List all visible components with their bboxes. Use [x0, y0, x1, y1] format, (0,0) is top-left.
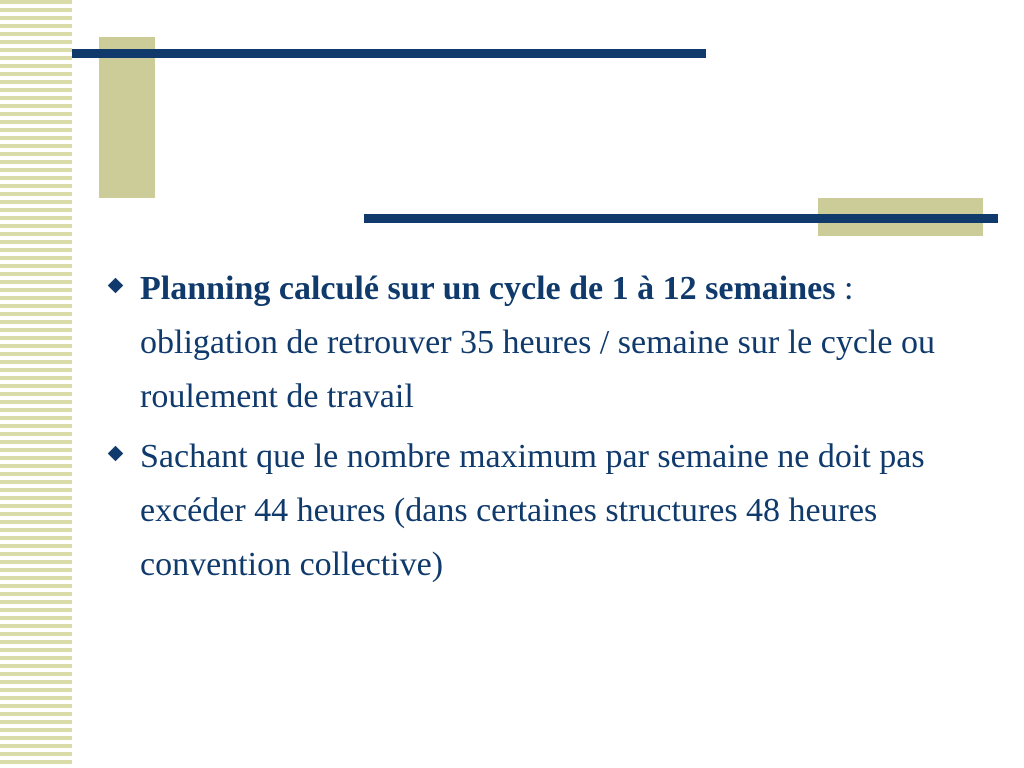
bullet-item-1: [106, 262, 986, 424]
bullet-1-text: : obligation de retrouver 35 heures / semaine sur le cycle ou roulement de travail: [140, 270, 935, 415]
decorative-bar-top: [72, 49, 706, 58]
decorative-bar-middle: [364, 214, 998, 223]
decorative-block-top-left: [99, 37, 155, 198]
bullet-item-2: [106, 430, 986, 592]
bullet-2-text: Sachant que le nombre maximum par semaine ne doit pas excéder 44 heures (dans certaines structures 48 heures convention collective): [140, 438, 925, 583]
bullet-1-bold-text: Planning calculé sur un cycle de 1 à 12 semaines: [140, 270, 836, 307]
bullet-list: [106, 262, 986, 598]
striped-side-border: [0, 0, 72, 768]
